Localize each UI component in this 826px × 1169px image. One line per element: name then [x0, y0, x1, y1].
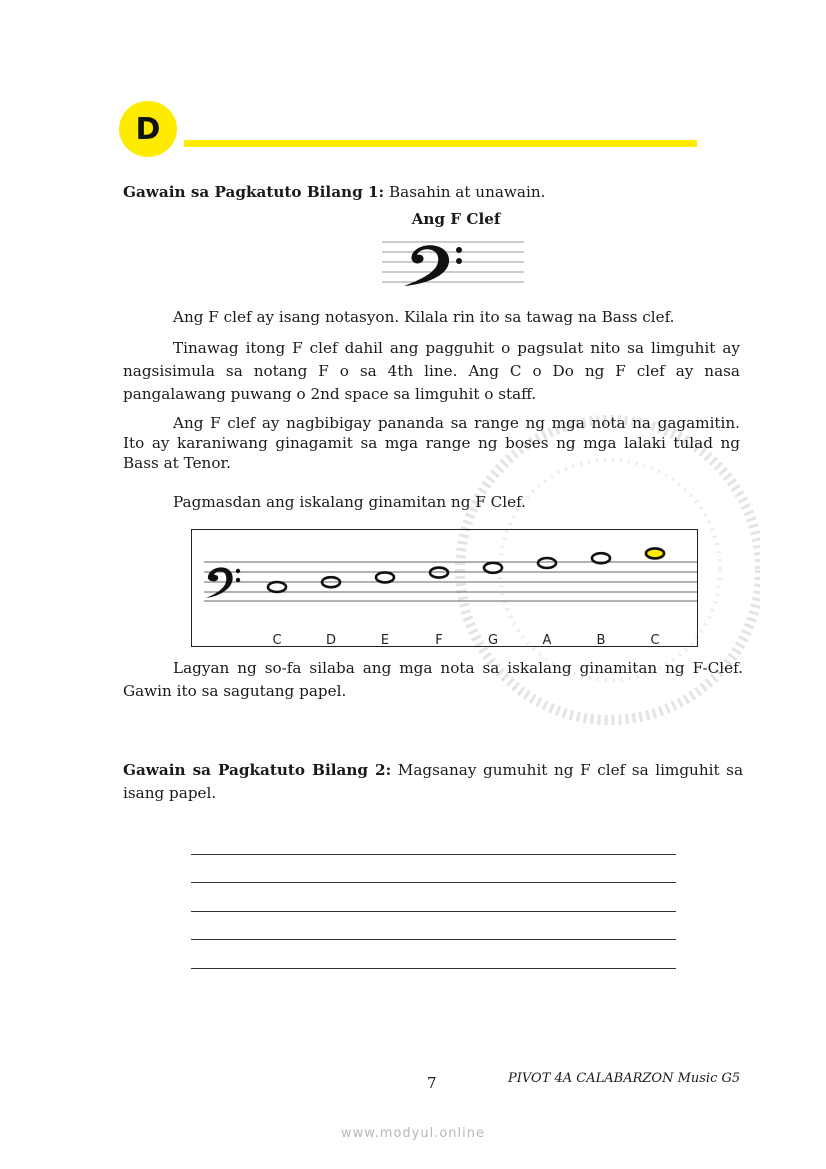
paragraph-1: Ang F clef ay isang notasyon. Kilala rin ito sa tawag na Bass clef. — [173, 308, 675, 326]
writing-lines — [191, 826, 676, 969]
writing-line[interactable] — [191, 855, 676, 884]
activity1-line — [123, 181, 740, 204]
note-label: E — [380, 633, 390, 646]
note-label: B — [596, 633, 606, 646]
writing-line[interactable] — [191, 883, 676, 912]
activity2-line — [123, 759, 743, 805]
note-label: A — [542, 633, 552, 646]
note-label: G — [487, 633, 499, 646]
activity1-heading: Gawain sa Pagkatuto Bilang 1: — [123, 183, 385, 201]
activity2-heading: Gawain sa Pagkatuto Bilang 2: — [123, 761, 392, 779]
instruction-2: Lagyan ng so-fa silaba ang mga nota sa iskalang ginamitan ng F-Clef. Gawin ito sa sagutang papel. — [123, 659, 743, 700]
scale-staff — [192, 530, 697, 646]
scale-note — [268, 582, 286, 592]
writing-line[interactable] — [191, 940, 676, 969]
section-badge — [119, 101, 177, 157]
section-letter: D — [135, 111, 161, 147]
note-label: C — [650, 633, 660, 646]
note-label: D — [325, 633, 337, 646]
activity1-instruction: Basahin at unawain. — [384, 183, 546, 201]
paragraph-3: Ang F clef ay nagbibigay pananda sa range ng mga nota na gagamitin. Ito ay karaniwang ginagamit sa mga range ng boses ng mga lalaki tulad ng Bass at Tenor. — [123, 414, 740, 472]
writing-line[interactable] — [191, 826, 676, 855]
note-label: C — [272, 633, 282, 646]
scale-note — [376, 572, 394, 582]
footer-brand: PIVOT 4A CALABARZON Music G5 — [508, 1071, 741, 1086]
scale-note — [538, 558, 556, 568]
paragraph-4: Pagmasdan ang iskalang ginamitan ng F Clef. — [173, 493, 526, 511]
writing-line[interactable] — [191, 912, 676, 941]
page-title: Ang F Clef — [411, 210, 501, 228]
note-label: F — [435, 633, 443, 646]
section-bar — [184, 140, 697, 147]
page-number: 7 — [427, 1074, 437, 1092]
scale-note — [484, 563, 502, 573]
scale-note — [430, 568, 448, 578]
activity2-instruction: Magsanay gumuhit ng F clef sa limguhit sa isang papel. — [123, 761, 744, 802]
bass-clef-image — [382, 239, 524, 289]
site-watermark: www.modyul.online — [340, 1126, 486, 1141]
scale-figure — [191, 529, 698, 647]
paragraph-2: Tinawag itong F clef dahil ang pagguhit o pagsulat nito sa limguhit ay nagsisimula sa notang F o sa 4th line. Ang C o Do ng F clef ay nasa pangalawang puwang o 2nd space sa limguhit o staff. — [123, 339, 740, 403]
